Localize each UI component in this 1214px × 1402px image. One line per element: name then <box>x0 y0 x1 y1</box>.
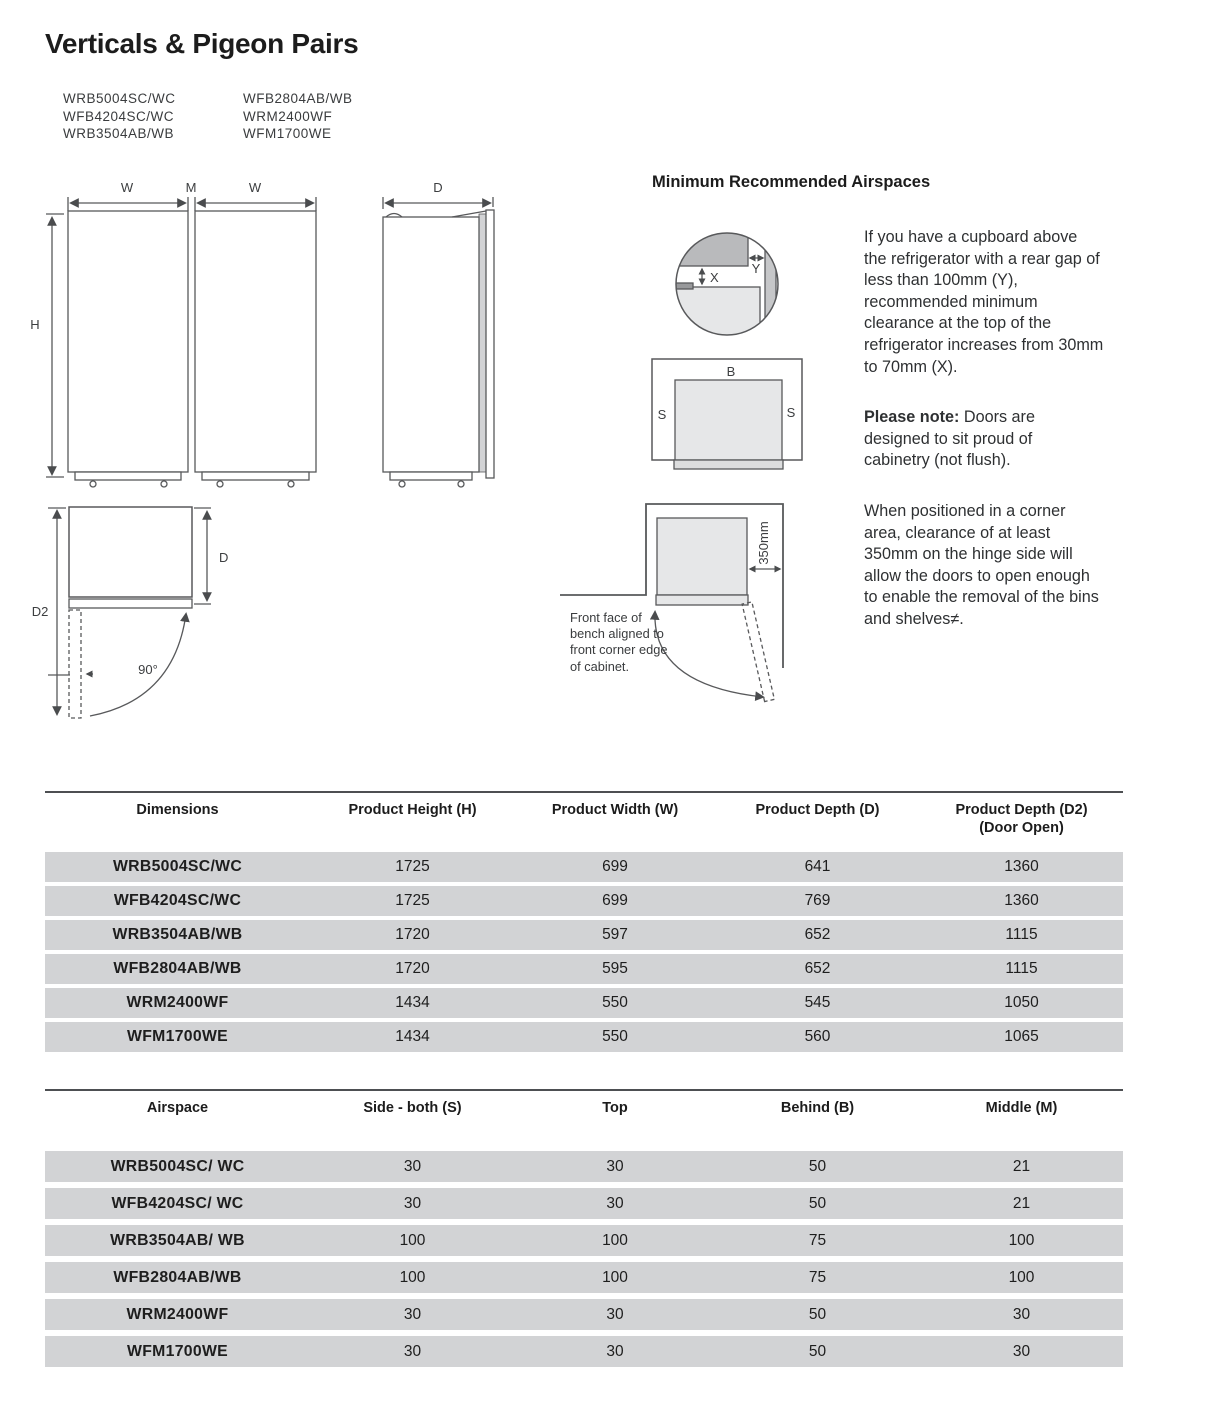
column-header: Product Depth (D2) (Door Open) <box>955 802 1088 836</box>
table-row: WRB5004SC/WC 1725 699 641 1360 <box>45 852 1123 882</box>
table-row: WFM1700WE 1434 550 560 1065 <box>45 1022 1123 1052</box>
corner-caption: Front face of bench aligned to front corner edge of cabinet. <box>570 610 668 674</box>
column-header: Product Height (H) <box>348 802 477 818</box>
dim-label-depth: D <box>433 180 443 195</box>
cupboard-note-text: If you have a cupboard above the refrigerator with a rear gap of less than 100mm (Y), recommended minimum clearance at the top of the refrigerator increases from 30mm to 70mm (X). <box>864 228 1104 376</box>
airspace-table-body <box>45 1151 1123 1367</box>
gap-y-label: Y <box>751 261 761 276</box>
column-header: Middle (M) <box>985 1100 1058 1116</box>
airspaces-heading: Minimum Recommended Airspaces <box>652 173 931 191</box>
dimensions-table-header <box>45 793 1123 837</box>
dimensions-table-body <box>45 852 1123 1052</box>
table-row: WRB3504AB/ WB 100 100 75 100 <box>45 1225 1123 1256</box>
plan-view-diagram <box>32 507 229 718</box>
table-row: WRB3504AB/WB 1720 597 652 1115 <box>45 920 1123 950</box>
column-header: Side - both (S) <box>363 1100 462 1116</box>
table-row: WFB2804AB/WB 100 100 75 100 <box>45 1262 1123 1293</box>
doors-note-text <box>864 407 1079 472</box>
corner-note-text: When positioned in a corner area, clearance of at least 350mm on the hinge side will allow the doors to open enough to enable the removal of the bins and shelves≠. <box>864 502 1099 628</box>
column-header: Product Width (W) <box>551 802 679 818</box>
dim-label-plan-depth: D <box>219 550 229 565</box>
table-row: WFB4204SC/WC 1725 699 769 1360 <box>45 886 1123 916</box>
table-row: WRB5004SC/ WC 30 30 50 21 <box>45 1151 1123 1182</box>
table-row: WFB4204SC/ WC 30 30 50 21 <box>45 1188 1123 1219</box>
dim-label-width-left: W <box>120 180 134 195</box>
page-title: Verticals & Pigeon Pairs <box>45 28 359 59</box>
model-name: WFM1700WE <box>243 126 332 141</box>
front-view-diagram <box>30 180 316 487</box>
airspace-box-diagram <box>652 359 802 469</box>
side-view-diagram <box>383 180 494 487</box>
table-row: WFB2804AB/WB 1720 595 652 1115 <box>45 954 1123 984</box>
column-header: Dimensions <box>136 802 219 818</box>
dim-label-middle-gap: M <box>185 180 197 195</box>
table-row: WRM2400WF 1434 550 545 1050 <box>45 988 1123 1018</box>
corner-clearance-label: 350mm <box>756 521 771 565</box>
column-header: Airspace <box>146 1100 209 1116</box>
airspace-table <box>45 1089 1123 1373</box>
dim-label-depth-open: D2 <box>31 604 49 619</box>
column-header: Top <box>602 1100 628 1116</box>
model-name: WFB2804AB/WB <box>243 91 353 106</box>
model-name: WRB3504AB/WB <box>63 126 175 141</box>
dim-label-height: H <box>30 317 40 332</box>
airspace-table-header <box>45 1091 1123 1117</box>
door-angle-label: 90° <box>138 662 158 677</box>
cupboard-detail-diagram <box>669 225 778 342</box>
dimensions-table <box>45 791 1123 1056</box>
table-row: WFM1700WE 30 30 50 30 <box>45 1336 1123 1367</box>
model-name: WFB4204SC/WC <box>63 108 175 124</box>
model-name: WRB5004SC/WC <box>63 91 176 106</box>
clearance-x-label: X <box>710 270 719 285</box>
column-header: Behind (B) <box>780 1100 855 1116</box>
table-row: WRM2400WF 30 30 50 30 <box>45 1299 1123 1330</box>
airspace-behind-label: B <box>726 364 736 379</box>
column-header: Product Depth (D) <box>755 802 880 818</box>
airspace-side-left-label: S <box>657 407 667 422</box>
doors-note-label: Please note: <box>864 408 960 426</box>
airspace-side-right-label: S <box>786 405 796 420</box>
model-name: WRM2400WF <box>243 108 333 124</box>
dim-label-width-right: W <box>248 180 262 195</box>
doors-note-body: Doors are designed to sit proud of cabinetry (not flush). <box>864 408 1035 470</box>
